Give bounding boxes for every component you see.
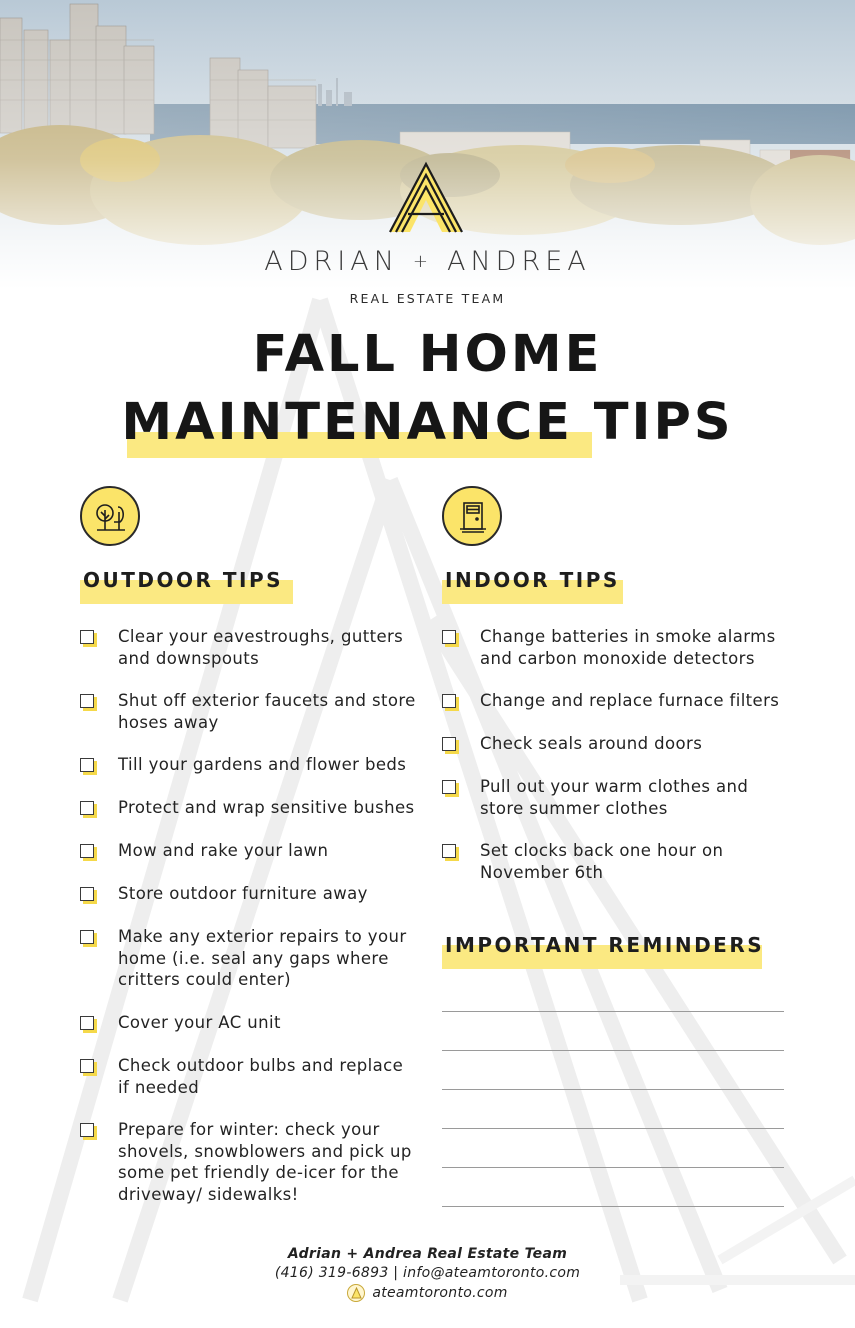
- checkbox[interactable]: [442, 844, 456, 858]
- brand-subtitle: REAL ESTATE TEAM: [349, 291, 506, 306]
- outdoor-item-text: Protect and wrap sensitive bushes: [118, 798, 415, 817]
- checkbox[interactable]: [80, 694, 94, 708]
- footer-team-name: Adrian + Andrea Real Estate Team: [287, 1246, 568, 1262]
- checkbox[interactable]: [80, 930, 94, 944]
- reminder-line[interactable]: [442, 1089, 784, 1090]
- footer-website-link[interactable]: ateamtoronto.com: [372, 1285, 508, 1301]
- checkbox[interactable]: [80, 801, 94, 815]
- outdoor-item-text: Cover your AC unit: [118, 1013, 281, 1032]
- reminder-line[interactable]: [442, 1128, 784, 1129]
- footer-contact[interactable]: (416) 319-6893 | info@ateamtoronto.com: [274, 1265, 581, 1281]
- indoor-tips-heading: INDOOR TIPS: [445, 568, 620, 592]
- checkbox[interactable]: [442, 737, 456, 751]
- reminder-line[interactable]: [442, 1206, 784, 1207]
- outdoor-item-text: Clear your eavestroughs, gutters and downspouts: [118, 627, 404, 668]
- outdoor-item-text: Check outdoor bulbs and replace if needed: [118, 1056, 404, 1097]
- indoor-item-text: Change batteries in smoke alarms and carbon monoxide detectors: [480, 627, 776, 668]
- checkbox[interactable]: [442, 630, 456, 644]
- reminder-line[interactable]: [442, 1050, 784, 1051]
- checkbox[interactable]: [442, 780, 456, 794]
- brand-logo-icon: [386, 160, 468, 236]
- indoor-item-text: Check seals around doors: [480, 734, 703, 753]
- indoor-item-text: Change and replace furnace filters: [480, 691, 780, 710]
- checkbox[interactable]: [80, 1123, 94, 1137]
- trees-icon: [80, 486, 142, 548]
- page-title-line-1: FALL HOME: [252, 325, 603, 384]
- indoor-item-text: Set clocks back one hour on November 6th: [480, 841, 724, 882]
- checkbox[interactable]: [80, 1059, 94, 1073]
- checkbox[interactable]: [80, 844, 94, 858]
- indoor-item-text: Pull out your warm clothes and store summer clothes: [480, 777, 749, 818]
- brand-name-right: ANDREA: [447, 246, 591, 277]
- important-reminders-heading: IMPORTANT REMINDERS: [445, 933, 765, 957]
- outdoor-tips-heading: OUTDOOR TIPS: [83, 568, 283, 592]
- checkbox[interactable]: [80, 1016, 94, 1030]
- checkbox[interactable]: [442, 694, 456, 708]
- outdoor-item-text: Mow and rake your lawn: [118, 841, 329, 860]
- brand-name-plus: +: [412, 251, 433, 272]
- outdoor-item-text: Make any exterior repairs to your home (i.e. seal any gaps where critters could enter): [118, 927, 407, 989]
- door-icon: [442, 486, 504, 548]
- footer-website-row: [0, 1284, 855, 1306]
- outdoor-item-text: Store outdoor furniture away: [118, 884, 368, 903]
- reminder-line[interactable]: [442, 1011, 784, 1012]
- checkbox[interactable]: [80, 887, 94, 901]
- page-title-line-2: MAINTENANCE TIPS: [121, 393, 734, 452]
- outdoor-item-text: Prepare for winter: check your shovels, snowblowers and pick up some pet friendly de-icer for the driveway/ sidewalks!: [118, 1120, 412, 1204]
- checkbox[interactable]: [80, 758, 94, 772]
- outdoor-item-text: Till your gardens and flower beds: [118, 755, 407, 774]
- outdoor-item-text: Shut off exterior faucets and store hoses away: [118, 691, 416, 732]
- mini-logo-icon: [347, 1284, 365, 1302]
- reminder-line[interactable]: [442, 1167, 784, 1168]
- brand-name-left: ADRIAN: [264, 246, 399, 277]
- brand-name: [0, 246, 855, 277]
- checkbox[interactable]: [80, 630, 94, 644]
